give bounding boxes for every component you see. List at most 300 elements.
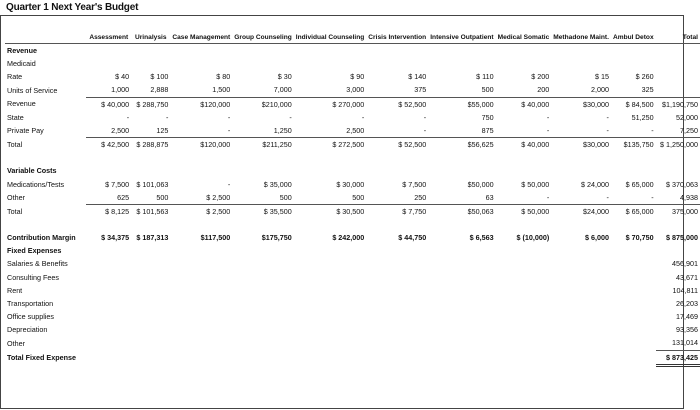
table-cell: $24,000 (582, 206, 609, 216)
table-cell: $ 100 (150, 72, 169, 82)
table-cell: 51,250 (631, 112, 654, 122)
table-cell (170, 44, 232, 58)
column-header: Individual Counseling (294, 20, 367, 44)
table-cell: 4,938 (656, 191, 700, 205)
table-cell (294, 257, 367, 270)
fixed-expense-row (5, 336, 700, 350)
table-cell (232, 218, 294, 231)
table-cell: 1,000 (86, 83, 131, 97)
table-cell (131, 257, 170, 270)
table-cell: 500 (131, 191, 170, 205)
table-cell (170, 271, 232, 284)
table-cell (131, 310, 170, 323)
table-cell (496, 310, 552, 323)
table-cell: $ 875,000 (666, 233, 698, 243)
table-cell (366, 44, 428, 58)
table-cell (232, 284, 294, 297)
table-cell (428, 164, 495, 177)
table-cell (232, 323, 294, 336)
table-row (5, 204, 700, 218)
table-cell (294, 57, 367, 70)
table-cell (366, 244, 428, 257)
table-cell (611, 44, 656, 58)
table-cell: $ 7,500 (105, 179, 130, 189)
table-cell (294, 297, 367, 310)
table-cell: $175,750 (261, 233, 292, 243)
table-cell (428, 218, 495, 231)
table-cell: $120,000 (200, 140, 231, 150)
table-cell (496, 350, 552, 365)
table-row (5, 124, 700, 138)
table-cell (366, 310, 428, 323)
table-cell (366, 271, 428, 284)
table-cell: $ 200 (531, 72, 550, 82)
table-cell (656, 151, 700, 164)
table-cell (232, 164, 294, 177)
table-cell (496, 297, 552, 310)
table-cell: $ 90 (350, 72, 365, 82)
column-header: Assessment (86, 20, 131, 44)
table-cell: 500 (428, 83, 495, 97)
table-cell (170, 218, 232, 231)
table-cell: $ 288,750 (136, 99, 169, 109)
table-cell: $ 288,875 (136, 140, 169, 150)
table-cell: Total (7, 206, 23, 216)
table-cell (428, 350, 495, 365)
table-cell: Fixed Expenses (7, 246, 62, 256)
table-cell (131, 57, 170, 70)
table-row (5, 178, 700, 191)
table-cell: $ 44,750 (398, 233, 427, 243)
table-cell: $ 80 (216, 72, 231, 82)
table-cell (611, 271, 656, 284)
table-cell: $ 42,500 (101, 140, 130, 150)
table-cell (86, 336, 131, 350)
table-cell: - (227, 179, 231, 189)
table-cell (294, 350, 367, 365)
table-cell: Salaries & Benefits (7, 259, 68, 269)
table-cell (551, 218, 611, 231)
table-cell (428, 310, 495, 323)
table-cell (294, 151, 367, 164)
table-cell: $ (10,000) (516, 233, 550, 243)
table-cell (86, 310, 131, 323)
column-header: Ambul Detox (611, 20, 656, 44)
table-cell: $ 30,000 (336, 179, 365, 189)
table-row (5, 191, 700, 205)
table-cell: $ 65,000 (625, 206, 654, 216)
table-cell: Contribution Margin (7, 233, 76, 243)
table-cell (131, 164, 170, 177)
table-cell (428, 44, 495, 58)
table-cell (294, 310, 367, 323)
table-cell (496, 218, 552, 231)
table-cell (611, 350, 656, 365)
table-cell (86, 284, 131, 297)
table-row (5, 138, 700, 152)
table-cell: 200 (496, 83, 552, 97)
section-row (5, 44, 700, 58)
table-cell (551, 284, 611, 297)
table-cell: $ 2,500 (170, 191, 232, 205)
table-cell (131, 271, 170, 284)
table-cell: - (551, 124, 611, 138)
column-header: Urinalysis (131, 20, 170, 44)
table-cell: Rent (7, 285, 23, 295)
table-cell (496, 57, 552, 70)
table-cell: $30,000 (582, 99, 609, 109)
table-cell: $ 35,500 (263, 206, 292, 216)
table-cell (131, 284, 170, 297)
table-cell (131, 244, 170, 257)
table-row (5, 97, 700, 111)
fixed-expense-row (5, 271, 700, 284)
table-cell (496, 44, 552, 58)
table-cell: State (7, 112, 24, 122)
table-cell (170, 151, 232, 164)
table-cell (366, 57, 428, 70)
table-cell (551, 244, 611, 257)
table-cell (496, 271, 552, 284)
table-cell: $ 370,063 (666, 179, 698, 189)
section-row (5, 164, 700, 177)
table-cell: $1,190,750 (662, 99, 698, 109)
table-cell (131, 44, 170, 58)
table-cell (551, 257, 611, 270)
table-cell: 875 (428, 124, 495, 138)
table-cell (611, 257, 656, 270)
table-cell (366, 218, 428, 231)
table-cell: - (611, 124, 656, 138)
table-cell: Total Fixed Expense (7, 353, 76, 363)
table-cell: $ 272,500 (332, 140, 365, 150)
table-cell (86, 244, 131, 257)
spacer-row (5, 151, 700, 164)
table-cell (294, 164, 367, 177)
budget-table (5, 20, 700, 367)
table-cell (496, 151, 552, 164)
section-row (5, 57, 700, 70)
table-cell (366, 350, 428, 365)
table-cell (496, 336, 552, 350)
table-cell: 250 (366, 191, 428, 205)
table-cell (170, 164, 232, 177)
table-cell (496, 164, 552, 177)
table-cell (170, 310, 232, 323)
table-cell (611, 151, 656, 164)
table-cell: 375 (366, 83, 428, 97)
section-row (5, 244, 700, 257)
table-cell (170, 350, 232, 365)
table-cell (232, 297, 294, 310)
table-cell (611, 57, 656, 70)
table-cell (611, 310, 656, 323)
table-cell: $ 7,500 (402, 179, 427, 189)
table-cell: - (361, 112, 365, 122)
column-header: Crisis Intervention (366, 20, 428, 44)
table-cell (428, 323, 495, 336)
table-cell: - (170, 124, 232, 138)
table-cell: Other (7, 338, 25, 348)
table-cell (86, 271, 131, 284)
table-cell: $ 260 (635, 72, 654, 82)
table-cell (428, 297, 495, 310)
table-cell: $120,000 (200, 99, 231, 109)
table-cell (86, 164, 131, 177)
table-cell: 456,901 (672, 259, 698, 269)
table-cell (86, 57, 131, 70)
table-cell (294, 218, 367, 231)
table-cell: Consulting Fees (7, 272, 59, 282)
table-cell: 26,203 (676, 298, 698, 308)
table-cell (294, 244, 367, 257)
fixed-expense-row (5, 284, 700, 297)
table-cell (232, 57, 294, 70)
table-cell (611, 323, 656, 336)
column-header: Intensive Outpatient (428, 20, 495, 44)
column-header: Total (656, 20, 700, 44)
table-cell (131, 151, 170, 164)
table-cell (428, 257, 495, 270)
table-cell: - (227, 112, 231, 122)
column-header: Case Management (170, 20, 232, 44)
table-cell: $ 873,425 (656, 350, 700, 365)
table-cell (86, 257, 131, 270)
table-cell (551, 297, 611, 310)
spacer-row (5, 218, 700, 231)
table-cell: Transportation (7, 298, 54, 308)
table-cell: $210,000 (261, 99, 292, 109)
table-cell (5, 218, 86, 231)
table-cell (656, 244, 700, 257)
table-cell: 2,500 (86, 124, 131, 138)
table-cell: 2,000 (551, 83, 611, 97)
table-cell: Private Pay (7, 126, 44, 136)
table-cell (611, 244, 656, 257)
table-cell: - (606, 112, 609, 122)
table-cell: 104,811 (672, 285, 698, 295)
table-cell (428, 57, 495, 70)
table-cell: $ 110 (476, 72, 494, 82)
table-cell (170, 297, 232, 310)
table-cell: 1,250 (232, 124, 294, 138)
column-header: Medical Somatic (496, 20, 552, 44)
table-cell: Units of Service (7, 85, 58, 95)
table-cell (232, 310, 294, 323)
table-cell: - (496, 124, 552, 138)
table-cell (294, 284, 367, 297)
table-cell: $ 101,063 (136, 179, 169, 189)
table-cell (366, 164, 428, 177)
table-row (5, 231, 700, 244)
table-cell: $56,625 (467, 140, 494, 150)
table-cell (551, 44, 611, 58)
table-cell: $ 30 (277, 72, 292, 82)
table-cell: $ 140 (408, 72, 427, 82)
table-cell: $ 1,250,000 (660, 140, 698, 150)
table-cell: $117,500 (200, 233, 231, 243)
table-cell: 1,500 (170, 83, 232, 97)
table-cell (170, 336, 232, 350)
table-cell (366, 257, 428, 270)
column-header: Group Counseling (232, 20, 294, 44)
table-cell (294, 323, 367, 336)
table-cell: $211,250 (262, 140, 292, 150)
table-cell (611, 336, 656, 350)
table-cell (428, 336, 495, 350)
table-cell: $ 52,500 (398, 140, 427, 150)
table-cell: $ 30,500 (336, 206, 365, 216)
table-cell: Office supplies (7, 312, 55, 322)
table-cell: $ 40 (115, 72, 130, 82)
table-cell (496, 284, 552, 297)
fixed-expense-row (5, 350, 700, 365)
table-cell (551, 271, 611, 284)
table-cell (428, 151, 495, 164)
table-cell (5, 151, 86, 164)
table-cell (496, 244, 552, 257)
table-cell: $ 84,500 (625, 99, 654, 109)
table-cell: $ 65,000 (625, 179, 654, 189)
table-row (5, 70, 700, 83)
table-cell: $ 24,000 (580, 179, 609, 189)
table-cell: 2,500 (294, 124, 367, 138)
table-cell (551, 57, 611, 70)
table-cell: $ 7,750 (402, 206, 427, 216)
table-cell: $ 52,500 (398, 99, 427, 109)
table-cell: $55,000 (467, 99, 494, 109)
table-cell: $ 50,000 (521, 206, 550, 216)
table-cell: $ 40,000 (521, 99, 550, 109)
table-cell: Total (7, 139, 23, 149)
table-cell: - (611, 191, 656, 205)
table-cell (428, 244, 495, 257)
table-cell (294, 271, 367, 284)
table-cell (496, 323, 552, 336)
table-cell: 2,888 (131, 83, 170, 97)
table-cell (232, 271, 294, 284)
table-cell (656, 70, 700, 83)
table-cell: $ 6,563 (469, 233, 494, 243)
table-cell: 325 (611, 83, 656, 97)
table-cell: 750 (481, 112, 494, 122)
table-cell: $135,750 (623, 140, 654, 150)
table-cell: $ 6,000 (584, 233, 609, 243)
table-cell: $ 70,750 (625, 233, 654, 243)
fixed-expense-row (5, 297, 700, 310)
table-cell: 125 (131, 124, 170, 138)
table-cell: - (551, 191, 611, 205)
table-cell (611, 297, 656, 310)
table-cell (294, 336, 367, 350)
table-cell: $ 187,313 (136, 233, 169, 243)
table-cell (170, 257, 232, 270)
table-cell (86, 151, 131, 164)
table-cell: 93,356 (676, 325, 698, 335)
table-cell: Revenue (7, 46, 37, 55)
table-cell (551, 350, 611, 365)
sheet-title: Quarter 1 Next Year's Budget (6, 2, 139, 13)
table-cell: - (546, 112, 550, 122)
table-cell (551, 336, 611, 350)
table-cell: $ 8,125 (105, 206, 130, 216)
table-cell: $ 270,000 (332, 99, 365, 109)
table-cell (611, 164, 656, 177)
table-cell: $ 35,000 (263, 179, 292, 189)
table-cell (551, 310, 611, 323)
table-cell: 7,250 (656, 124, 700, 138)
table-cell (366, 323, 428, 336)
table-cell: Revenue (7, 99, 36, 109)
table-cell (131, 323, 170, 336)
table-cell (428, 284, 495, 297)
fixed-expense-row (5, 310, 700, 323)
table-cell (656, 83, 700, 97)
table-cell: 131,014 (656, 336, 700, 350)
table-cell: $ 40,000 (521, 140, 550, 150)
table-cell (611, 284, 656, 297)
table-row (5, 111, 700, 124)
table-cell: Other (7, 192, 25, 202)
table-cell: 375,000 (672, 206, 698, 216)
table-cell: 43,671 (676, 272, 698, 282)
table-cell (366, 151, 428, 164)
table-cell: 17,469 (676, 312, 698, 322)
table-cell (366, 297, 428, 310)
table-cell: 63 (428, 191, 495, 205)
table-cell: 3,000 (294, 83, 367, 97)
table-cell (656, 164, 700, 177)
table-cell (86, 44, 131, 58)
header-blank (5, 20, 86, 44)
table-cell: Variable Costs (7, 166, 57, 176)
table-cell: $30,000 (582, 140, 609, 150)
table-cell: 52,000 (676, 112, 698, 122)
table-cell (232, 350, 294, 365)
table-cell: - (496, 191, 552, 205)
table-cell (170, 57, 232, 70)
table-cell (170, 323, 232, 336)
table-cell: Medicaid (7, 59, 36, 69)
table-cell: $ 2,500 (206, 206, 231, 216)
fixed-expense-row (5, 323, 700, 336)
table-cell: 625 (86, 191, 131, 205)
table-cell: $ 34,375 (101, 233, 130, 243)
table-cell: - (165, 112, 169, 122)
table-row (5, 83, 700, 97)
table-cell (366, 336, 428, 350)
table-cell (131, 336, 170, 350)
table-cell (656, 57, 700, 70)
table-cell: 7,000 (232, 83, 294, 97)
table-cell: 500 (232, 191, 294, 205)
column-header: Methadone Maint. (551, 20, 611, 44)
fixed-expense-row (5, 257, 700, 270)
table-cell (496, 257, 552, 270)
table-cell (232, 257, 294, 270)
header-row (5, 20, 700, 44)
table-cell (551, 151, 611, 164)
table-cell: $ 40,000 (101, 99, 130, 109)
table-cell (656, 44, 700, 58)
table-cell (131, 350, 170, 365)
table-cell (428, 271, 495, 284)
table-cell (86, 350, 131, 365)
table-cell: - (366, 124, 428, 138)
table-cell (232, 244, 294, 257)
table-cell (131, 297, 170, 310)
table-cell (131, 218, 170, 231)
